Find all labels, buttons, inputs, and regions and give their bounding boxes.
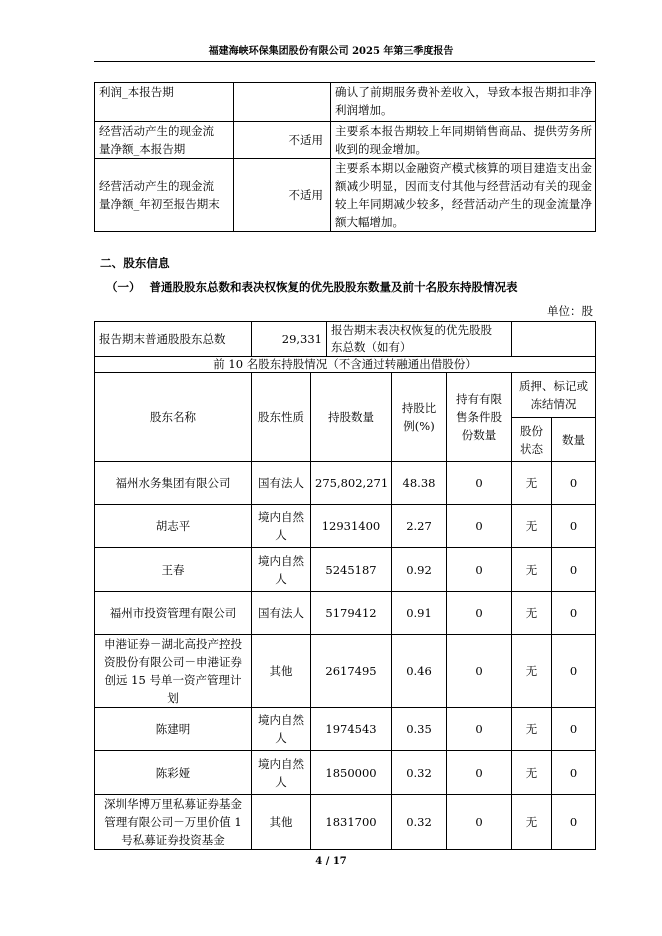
shareholder-shares: 1850000 <box>311 751 392 795</box>
report-header-title: 福建海峡环保集团股份有限公司 2025 年第三季度报告 <box>208 46 454 57</box>
shareholder-name: 王春 <box>95 548 252 592</box>
shareholder-pledge-status: 无 <box>512 548 552 592</box>
shareholder-pledge-qty: 0 <box>552 548 596 592</box>
shareholder-shares: 1974543 <box>311 708 392 751</box>
header-pledge-group: 质押、标记或冻结情况 <box>512 373 596 418</box>
header-rule <box>94 61 595 62</box>
header-pledge-qty: 数量 <box>552 418 596 462</box>
change-reason-cell: 主要系本报告期较上年同期销售商品、提供劳务所收到的现金增加。 <box>331 122 596 159</box>
shareholder-nature: 境内自然人 <box>252 751 311 795</box>
shareholder-ratio: 0.32 <box>392 795 447 850</box>
shareholder-pledge-qty: 0 <box>552 708 596 751</box>
subsection-title: 普通股股东总数和表决权恢复的优先股股东数量及前十名股东持股情况表 <box>149 280 518 294</box>
header-name: 股东名称 <box>95 373 252 462</box>
section-title: 二、股东信息 <box>100 256 170 270</box>
header-shares: 持股数量 <box>311 373 392 462</box>
change-reason-cell: 确认了前期服务费补差收入，导致本报告期扣非净利润增加。 <box>331 83 596 122</box>
change-ratio-cell: 不适用 <box>234 122 331 159</box>
shareholder-nature: 境内自然人 <box>252 708 311 751</box>
shareholder-ratio: 0.35 <box>392 708 447 751</box>
shareholder-name: 福州水务集团有限公司 <box>95 462 252 505</box>
shareholder-shares: 1831700 <box>311 795 392 850</box>
change-ratio-cell <box>234 83 331 122</box>
shareholder-row <box>95 592 596 635</box>
top10-caption-row <box>95 357 596 373</box>
change-item-cell: 经营活动产生的现金流量净额_年初至报告期末 <box>95 159 234 232</box>
shareholder-pledge-qty: 0 <box>552 592 596 635</box>
shareholder-restricted: 0 <box>447 751 512 795</box>
header-ratio: 持股比例(%) <box>392 373 447 462</box>
shareholder-restricted: 0 <box>447 592 512 635</box>
change-ratio-cell: 不适用 <box>234 159 331 232</box>
shareholder-pledge-status: 无 <box>512 635 552 708</box>
shareholder-nature: 国有法人 <box>252 592 311 635</box>
shareholder-pledge-status: 无 <box>512 505 552 548</box>
shareholder-shares: 12931400 <box>311 505 392 548</box>
shareholder-shares: 2617495 <box>311 635 392 708</box>
preferred-total-value <box>512 322 596 357</box>
shareholder-pledge-qty: 0 <box>552 795 596 850</box>
shareholder-name: 胡志平 <box>95 505 252 548</box>
shareholder-restricted: 0 <box>447 708 512 751</box>
shareholder-pledge-qty: 0 <box>552 635 596 708</box>
shareholder-pledge-status: 无 <box>512 708 552 751</box>
preferred-total-label: 报告期末表决权恢复的优先股股东总数（如有） <box>327 322 512 357</box>
shareholder-row <box>95 635 596 708</box>
shareholder-pledge-status: 无 <box>512 751 552 795</box>
shareholder-restricted: 0 <box>447 505 512 548</box>
summary-row <box>95 322 596 357</box>
shareholder-name: 陈建明 <box>95 708 252 751</box>
shareholder-restricted: 0 <box>447 548 512 592</box>
shareholder-nature: 境内自然人 <box>252 548 311 592</box>
shareholder-row <box>95 708 596 751</box>
shareholder-nature: 其他 <box>252 635 311 708</box>
shareholder-name: 福州市投资管理有限公司 <box>95 592 252 635</box>
shareholder-shares: 5179412 <box>311 592 392 635</box>
shareholder-ratio: 48.38 <box>392 462 447 505</box>
change-item-cell: 经营活动产生的现金流量净额_本报告期 <box>95 122 234 159</box>
shareholder-ratio: 2.27 <box>392 505 447 548</box>
shareholder-name: 陈彩娅 <box>95 751 252 795</box>
common-total-label: 报告期末普通股股东总数 <box>95 322 252 357</box>
shareholder-pledge-qty: 0 <box>552 462 596 505</box>
shareholder-ratio: 0.91 <box>392 592 447 635</box>
change-explanation-table <box>94 82 596 232</box>
shareholder-nature: 其他 <box>252 795 311 850</box>
change-row <box>95 159 596 232</box>
shareholder-row <box>95 505 596 548</box>
shareholder-restricted: 0 <box>447 795 512 850</box>
shareholder-pledge-qty: 0 <box>552 505 596 548</box>
shareholder-name: 申港证券－湖北高投产控投资股份有限公司－申港证券创远 15 号单一资产管理计划 <box>95 635 252 708</box>
header-nature: 股东性质 <box>252 373 311 462</box>
unit-label: 单位：股 <box>547 304 593 318</box>
shareholder-pledge-status: 无 <box>512 592 552 635</box>
subsection-heading <box>106 279 518 295</box>
shareholder-nature: 国有法人 <box>252 462 311 505</box>
change-row <box>95 122 596 159</box>
shareholder-nature: 境内自然人 <box>252 505 311 548</box>
shareholder-restricted: 0 <box>447 635 512 708</box>
shareholder-pledge-status: 无 <box>512 795 552 850</box>
shareholder-ratio: 0.92 <box>392 548 447 592</box>
change-item-cell: 利润_本报告期 <box>95 83 234 122</box>
shareholder-ratio: 0.46 <box>392 635 447 708</box>
page-number: 4 / 17 <box>315 856 347 867</box>
header-row <box>95 373 596 418</box>
change-row <box>95 83 596 122</box>
shareholder-pledge-status: 无 <box>512 462 552 505</box>
shareholder-row <box>95 795 596 850</box>
top10-caption: 前 10 名股东持股情况（不含通过转融通出借股份） <box>95 357 596 373</box>
shareholder-row <box>95 548 596 592</box>
common-total-value: 29,331 <box>252 322 327 357</box>
shareholder-table <box>94 321 596 850</box>
change-reason-cell: 主要系本期以金融资产模式核算的项目建造支出金额减少明显，因而支付其他与经营活动有关的现金较上年同期减少较多，经营活动产生的现金流量净额大幅增加。 <box>331 159 596 232</box>
shareholder-name: 深圳华博万里私募证券基金管理有限公司－万里价值 1 号私募证券投资基金 <box>95 795 252 850</box>
shareholder-ratio: 0.32 <box>392 751 447 795</box>
header-pledge-status: 股份状态 <box>512 418 552 462</box>
shareholder-restricted: 0 <box>447 462 512 505</box>
header-restricted: 持有有限售条件股份数量 <box>447 373 512 462</box>
shareholder-row <box>95 462 596 505</box>
shareholder-shares: 5245187 <box>311 548 392 592</box>
shareholder-pledge-qty: 0 <box>552 751 596 795</box>
subsection-number: （一） <box>106 280 141 294</box>
shareholder-row <box>95 751 596 795</box>
shareholder-shares: 275,802,271 <box>311 462 392 505</box>
